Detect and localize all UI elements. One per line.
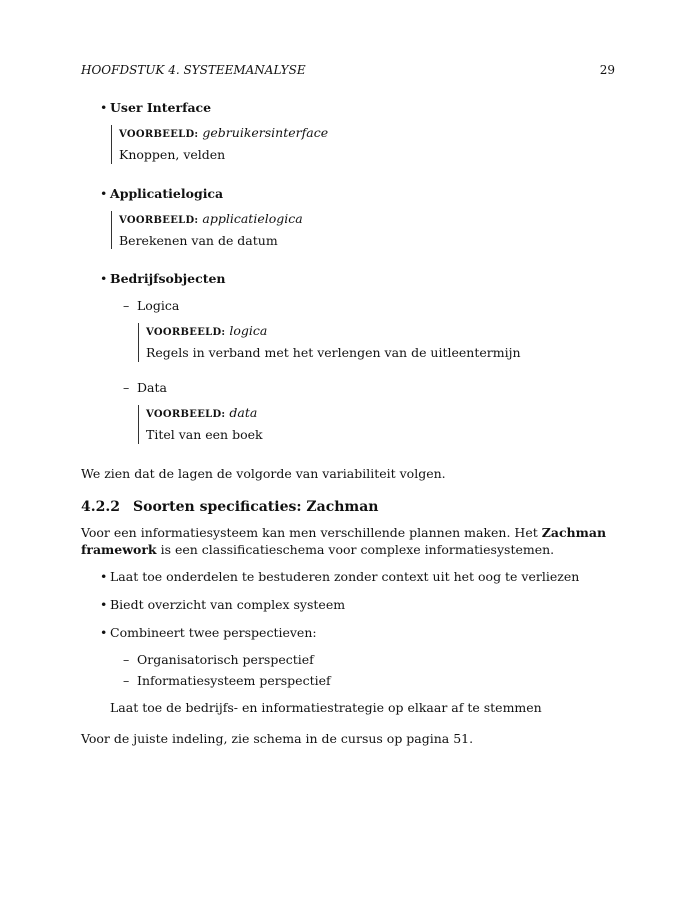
document-page [81,62,615,758]
example-block [111,211,615,250]
example-value: applicatielogica [202,210,303,226]
bullet-icon: • [100,185,108,201]
list-item [81,597,615,614]
list-item [81,569,615,586]
sub-item-label: Data [137,379,167,395]
sub-list-item [123,379,615,444]
bullet-icon: • [100,596,108,612]
intro-text-end: is een classificatieschema voor complexe informatiesystemen. [156,542,555,558]
example-key: VOORBEELD: [146,408,226,420]
example-text: Titel van een boek [146,426,263,442]
dash-icon: – [123,672,130,688]
layer-list [81,100,615,443]
sub-list [123,298,615,443]
perspectives-note: Laat toe de bedrijfs- en informatiestrategie op elkaar af te stemmen [110,700,542,716]
list-item-label: Laat toe onderdelen te bestuderen zonder context uit het oog te verliezen [110,569,580,585]
running-header [81,62,615,78]
sub-list-item [123,651,615,669]
chapter-title: HOOFDSTUK 4. SYSTEEMANALYSE [81,63,306,77]
example-value: gebruikersinterface [202,125,329,141]
list-item [81,186,615,250]
paragraph-variability: We zien dat de lagen de volgorde van variabiliteit volgen. [81,465,446,481]
dash-icon: – [123,379,130,395]
example-block [138,323,615,362]
intro-text: Voor een informatiesysteem kan men verschillende plannen maken. Het [81,525,542,541]
section-heading [81,498,615,517]
example-block [111,125,615,164]
section-number: 4.2.2 [81,499,120,516]
example-text: Regels in verband met het verlengen van de uitleentermijn [146,345,521,361]
zachman-list [81,569,615,689]
example-block [138,405,615,444]
sub-list-item [123,672,615,690]
example-value: logica [229,323,268,339]
paragraph-intro [81,525,615,559]
list-item-label: Combineert twee perspectieven: [110,624,317,640]
sub-item-label: Logica [137,298,180,314]
dash-icon: – [123,298,130,314]
list-item-label: Bedrijfsobjecten [110,271,226,287]
sub-list [123,651,615,690]
sub-item-label: Organisatorisch perspectief [137,651,314,667]
list-item-label: Biedt overzicht van complex systeem [110,596,346,612]
bullet-icon: • [100,100,108,116]
bullet-icon: • [100,569,108,585]
example-value: data [229,404,258,420]
example-text: Knoppen, velden [119,146,226,162]
list-item-label: User Interface [110,100,212,116]
section-title: Soorten specificaties: Zachman [133,499,379,516]
dash-icon: – [123,651,130,667]
sub-list-item [123,298,615,362]
page-number: 29 [599,63,615,77]
example-key: VOORBEELD: [119,129,199,141]
paragraph-closing: Voor de juiste indeling, zie schema in de cursus op pagina 51. [81,731,474,747]
sub-item-label: Informatiesysteem perspectief [137,672,331,688]
intro-bold-term: Zachman framework [81,525,607,558]
list-item [81,100,615,164]
list-item [81,625,615,690]
example-text: Berekenen van de datum [119,232,278,248]
example-key: VOORBEELD: [119,214,199,226]
list-item-label: Applicatielogica [110,185,224,201]
example-key: VOORBEELD: [146,327,226,339]
bullet-icon: • [100,624,108,640]
list-item [81,271,615,443]
bullet-icon: • [100,271,108,287]
